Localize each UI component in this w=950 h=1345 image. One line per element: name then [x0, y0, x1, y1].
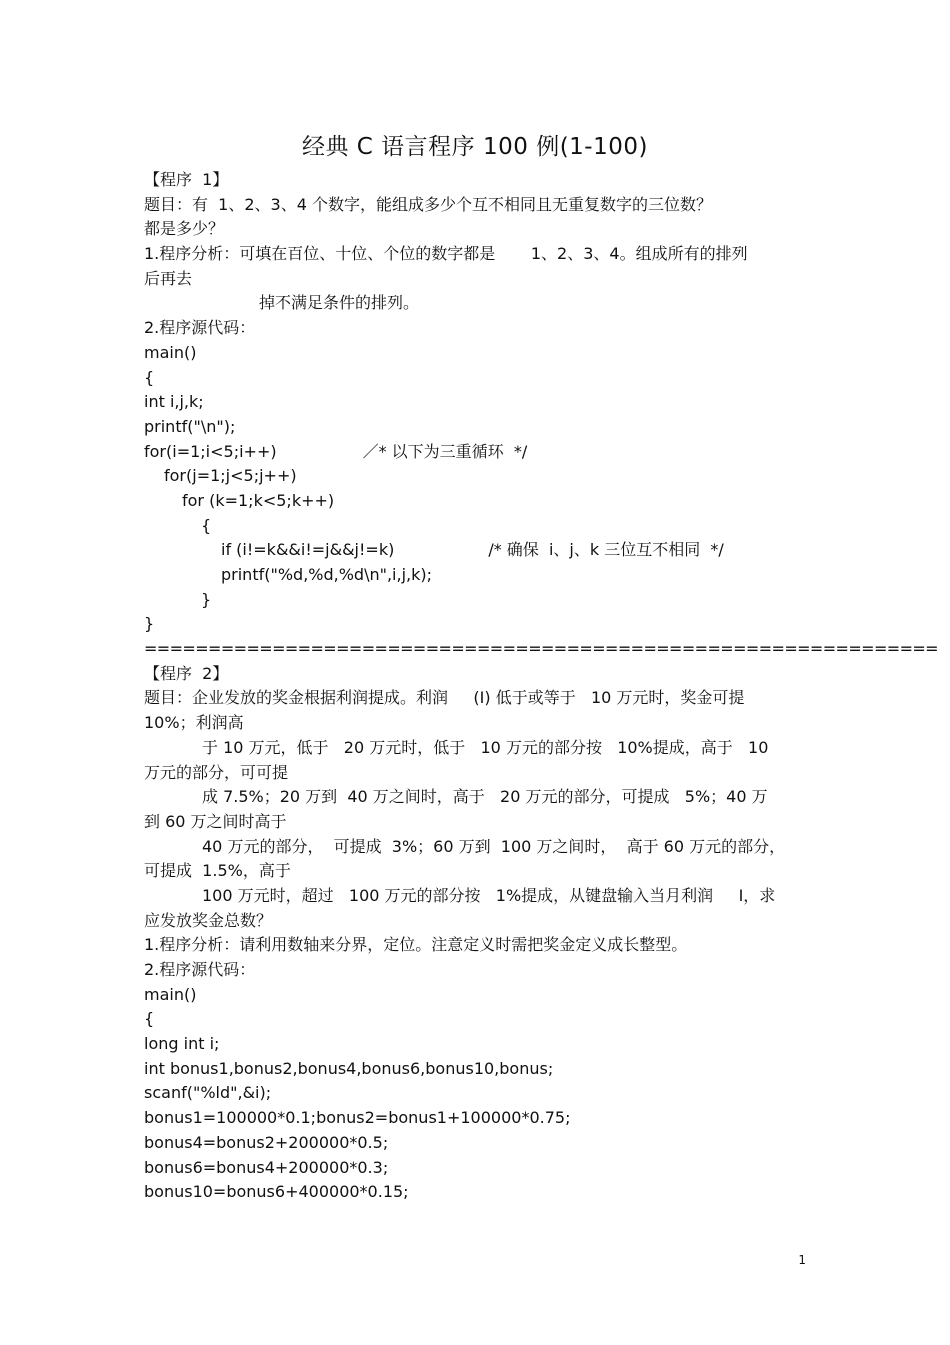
program-1-source-heading: 2.程序源代码：: [144, 318, 256, 338]
program-2-question-line: 于 10 万元，低于 20 万元时，低于 10 万元的部分按 10%提成，高于 10: [202, 737, 769, 757]
program-2-question-line: 应发放奖金总数？: [144, 910, 273, 930]
code-line: bonus4=bonus2+200000*0.5;: [144, 1132, 389, 1152]
program-1-header: 【程序 1】: [144, 170, 229, 189]
program-2-question-line: 万元的部分，可可提: [144, 762, 289, 782]
code-text: if (i!=k&&i!=j&&j!=k): [221, 540, 395, 560]
code-line: printf("%d,%d,%d\n",i,j,k);: [221, 565, 433, 584]
page-title: 经典 C 语言程序 100 例(1-100): [302, 134, 648, 160]
separator-line: ==============================================================: [144, 639, 938, 659]
code-line: for(j=1;j<5;j++): [164, 466, 297, 486]
code-line: int bonus1,bonus2,bonus4,bonus6,bonus10,bonus;: [144, 1058, 554, 1078]
code-line: printf("\n");: [144, 416, 236, 436]
code-line: int i,j,k;: [144, 392, 204, 412]
code-line: main(): [144, 342, 197, 362]
code-line-with-comment: [144, 538, 808, 563]
code-line: {: [201, 515, 212, 535]
program-2-question-line: 10%；利润高: [144, 713, 244, 733]
program-2-question-line: 100 万元时，超过 100 万元的部分按 1%提成，从键盘输入当月利润 I，求: [202, 885, 776, 905]
program-2-header: 【程序 2】: [144, 663, 229, 683]
code-line: }: [201, 589, 212, 609]
document-body: [144, 168, 938, 1205]
code-line: main(): [144, 984, 197, 1004]
program-1-question-line: 题目：有 1、2、3、4 个数字，能组成多少个互不相同且无重复数字的三位数？: [144, 194, 712, 214]
code-line: for (k=1;k<5;k++): [182, 490, 335, 510]
code-line: {: [144, 1009, 155, 1029]
code-line: long int i;: [144, 1034, 220, 1054]
program-1-question-line: 都是多少？: [144, 219, 225, 239]
code-line: bonus10=bonus6+400000*0.15;: [144, 1182, 409, 1202]
program-2-analysis-line: 1.程序分析：请利用数轴来分界，定位。注意定义时需把奖金定义成长整型。: [144, 935, 688, 955]
code-line: }: [144, 614, 155, 634]
program-2-question-line: 可提成 1.5%，高于: [144, 861, 291, 881]
code-comment: ／* 以下为三重循环 */: [362, 441, 528, 461]
program-2-source-heading: 2.程序源代码：: [144, 960, 256, 979]
program-1-analysis-line: 掉不满足条件的排列。: [259, 293, 420, 313]
program-2-question-line: 题目：企业发放的奖金根据利润提成。利润 (I) 低于或等于 10 万元时，奖金可提: [144, 688, 745, 708]
code-line: {: [144, 367, 155, 387]
program-2-question-line: 成 7.5%；20 万到 40 万之间时，高于 20 万元的部分，可提成 5%；40 万: [202, 787, 768, 807]
program-1-analysis-line: 1.程序分析：可填在百位、十位、个位的数字都是 1、2、3、4。组成所有的排列: [144, 244, 748, 264]
code-text: for(i=1;i<5;i++): [144, 441, 277, 461]
code-line-with-comment: [144, 440, 808, 465]
code-comment: /* 确保 i、j、k 三位互不相同 */: [488, 540, 724, 560]
program-1-analysis-line: 后再去: [144, 268, 193, 288]
code-line: bonus6=bonus4+200000*0.3;: [144, 1157, 389, 1177]
code-line: bonus1=100000*0.1;bonus2=bonus1+100000*0.75;: [144, 1108, 571, 1128]
page-number: 1: [798, 1253, 806, 1267]
program-2-question-line: 40 万元的部分， 可提成 3%；60 万到 100 万之间时， 高于 60 万元的部分，: [202, 836, 786, 856]
code-line: scanf("%ld",&i);: [144, 1083, 272, 1103]
program-2-question-line: 到 60 万之间时高于: [144, 811, 287, 831]
